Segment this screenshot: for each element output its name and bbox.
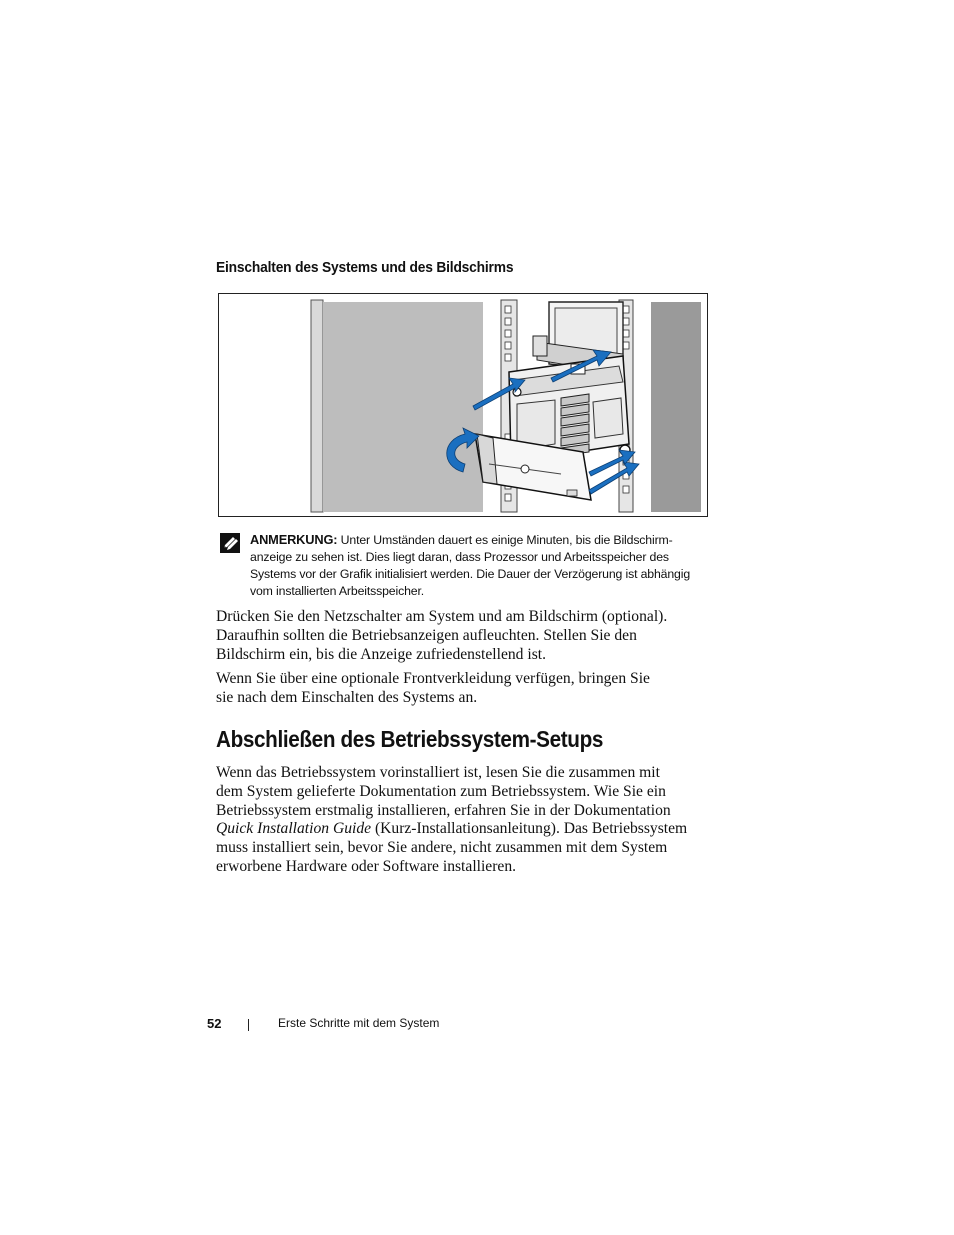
paragraph-line: erworbene Hardware oder Software installieren. <box>216 857 517 875</box>
note-line <box>250 531 720 549</box>
note-line: anzeige zu sehen ist. Dies liegt daran, dass Prozessor und Arbeitsspeicher des <box>250 550 669 564</box>
paragraph-line: Wenn das Betriebssystem vorinstalliert ist, lesen Sie die zusammen mit <box>216 764 660 781</box>
paragraph-power-on <box>216 608 716 664</box>
paragraph-bezel <box>216 670 716 708</box>
paragraph-os-setup <box>216 764 716 877</box>
paragraph-line: Drücken Sie den Netzschalter am System und am Bildschirm (optional). <box>216 608 668 625</box>
note-text: Unter Umständen dauert es einige Minuten, bis die Bildschirm- <box>340 533 673 547</box>
footer-separator <box>248 1019 249 1031</box>
figure-power-on-illustration <box>218 293 708 517</box>
paragraph-line: Wenn Sie über eine optionale Frontverkleidung verfügen, bringen Sie <box>216 670 650 687</box>
server-monitor-illustration <box>219 294 707 516</box>
paragraph-line: Betriebssystem erstmalig installieren, erfahren Sie in der Dokumentation <box>216 801 671 819</box>
page-number: 52 <box>207 1016 222 1031</box>
paragraph-line: Bildschirm ein, bis die Anzeige zufriedenstellend ist. <box>216 645 546 663</box>
note-line: Systems vor der Grafik initialisiert werden. Die Dauer der Verzögerung ist abhängig <box>250 567 691 581</box>
note-block <box>250 531 720 600</box>
paragraph-line: sie nach dem Einschalten des Systems an. <box>216 688 478 706</box>
section-heading: Einschalten des Systems und des Bildschirms <box>216 259 514 276</box>
paragraph-line: Quick Installation Guide (Kurz-Installationsanleitung). Das Betriebssystem <box>216 820 688 838</box>
paragraph-line: Daraufhin sollten die Betriebsanzeigen aufleuchten. Stellen Sie den <box>216 626 637 644</box>
footer-chapter-title: Erste Schritte mit dem System <box>278 1016 440 1030</box>
note-pencil-icon <box>220 533 240 553</box>
paragraph-line: dem System gelieferte Dokumentation zum Betriebssystem. Wie Sie ein <box>216 782 666 800</box>
note-line: vom installierten Arbeitsspeicher. <box>250 584 424 598</box>
paragraph-line: muss installiert sein, bevor Sie andere, nicht zusammen mit dem System <box>216 839 668 857</box>
page-footer <box>0 1016 954 1036</box>
document-title-italic: Quick Installation Guide <box>216 820 372 838</box>
note-label: ANMERKUNG: <box>250 532 338 547</box>
chapter-heading: Abschließen des Betriebssystem-Setups <box>216 726 604 752</box>
